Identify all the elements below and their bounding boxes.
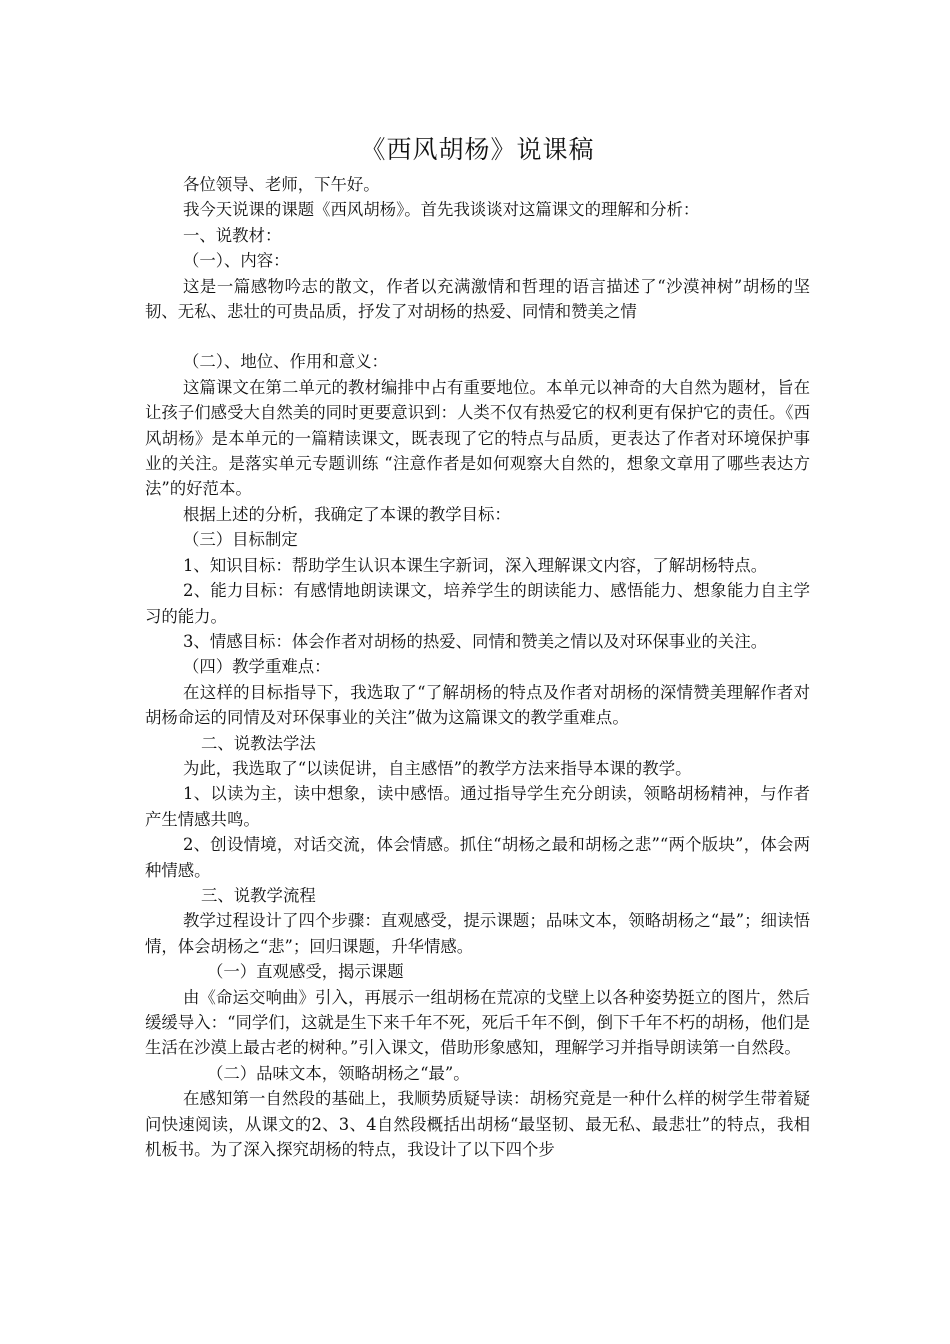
objective-intro-paragraph: 根据上述的分析，我确定了本课的教学目标： <box>183 504 511 524</box>
position-paragraph: 这篇课文在第二单元的教材编排中占有重要地位。本单元以神奇的大自然为题材，旨在让孩子们感受大自然美的同时更要意识到：人类不仅有热爱它的权利更有保护它的责任。《西风胡杨》是本单元的一篇精读课文，既表现了它的特点与品质，更表达了作者对环境保护事业的关注。是落实单元专题训练 “注意作者是如何观察大自然的，想象文章用了哪些表达方法”的好范本。 <box>145 377 810 499</box>
process-paragraph: 教学过程设计了四个步骤：直观感受，提示课题；品味文本，领略胡杨之“最”；细读悟情，体会胡杨之“悲”；回归课题，升华情感。 <box>145 911 810 956</box>
subheading-position: （二）、地位、作用和意义： <box>183 352 388 372</box>
subheading-step-1: （一）直观感受，揭示课题 <box>207 962 404 982</box>
document-page <box>145 132 810 1162</box>
blank-line <box>145 324 810 349</box>
knowledge-objective: 1、知识目标：帮助学生认识本课生字新词，深入理解课文内容，了解胡杨特点。 <box>183 555 768 575</box>
content-paragraph: 这是一篇感物吟志的散文，作者以充满激情和哲理的语言描述了“沙漠神树”胡杨的坚韧、无私、悲壮的可贵品质，抒发了对胡杨的热爱、同情和赞美之情 <box>145 276 810 322</box>
greeting-paragraph: 各位领导、老师，下午好。 <box>183 175 380 194</box>
methods-paragraph: 为此，我选取了“以读促讲，自主感悟”的教学方法来指导本课的教学。 <box>183 758 692 778</box>
document-title: 《西风胡杨》说课稿 <box>360 135 595 164</box>
method-item-2: 2、创设情境，对话交流，体会情感。抓住“胡杨之最和胡杨之悲”“两个版块”，体会两种情感。 <box>145 835 810 880</box>
subheading-key-points: （四）教学重难点： <box>183 657 331 677</box>
step-1-paragraph: 由《命运交响曲》引入，再展示一组胡杨在荒凉的戈壁上以各种姿势挺立的图片，然后缓缓导入：“同学们，这就是生下来千年不死，死后千年不倒，倒下千年不朽的胡杨，他们是生活在沙漠上最古老的树种。”引入课文，借助形象感知，理解学习并指导朗读第一自然段。 <box>145 987 810 1058</box>
emotion-objective: 3、情感目标：体会作者对胡杨的热爱、同情和赞美之情以及对环保事业的关注。 <box>183 631 768 651</box>
key-points-paragraph: 在这样的目标指导下，我选取了“了解胡杨的特点及作者对胡杨的深情赞美理解作者对胡杨命运的同情及对环保事业的关注”做为这篇课文的教学重难点。 <box>145 682 810 728</box>
subheading-content: （一）、内容： <box>183 251 290 271</box>
subheading-objectives: （三）目标制定 <box>183 530 298 550</box>
section-heading-methods: 二、说教法学法 <box>201 733 316 753</box>
intro-paragraph: 我今天说课的课题《西风胡杨》。首先我谈谈对这篇课文的理解和分析： <box>183 200 700 220</box>
section-heading-process: 三、说教学流程 <box>201 885 316 905</box>
section-heading-textbook: 一、说教材： <box>183 225 282 245</box>
step-2-paragraph: 在感知第一自然段的基础上，我顺势质疑导读：胡杨究竟是一种什么样的树学生带着疑问快速阅读，从课文的2、3、4自然段概括出胡杨“最坚韧、最无私、最悲壮”的特点，我相机板书。为了深入探究胡杨的特点，我设计了以下四个步 <box>145 1089 810 1160</box>
ability-objective: 2、能力目标：有感情地朗读课文，培养学生的朗读能力、感悟能力、想象能力自主学习的能力。 <box>145 581 810 626</box>
method-item-1: 1、以读为主，读中想象，读中感悟。通过指导学生充分朗读，领略胡杨精神，与作者产生情感共鸣。 <box>145 784 810 829</box>
subheading-step-2: （二）品味文本，领略胡杨之“最”。 <box>207 1063 470 1083</box>
